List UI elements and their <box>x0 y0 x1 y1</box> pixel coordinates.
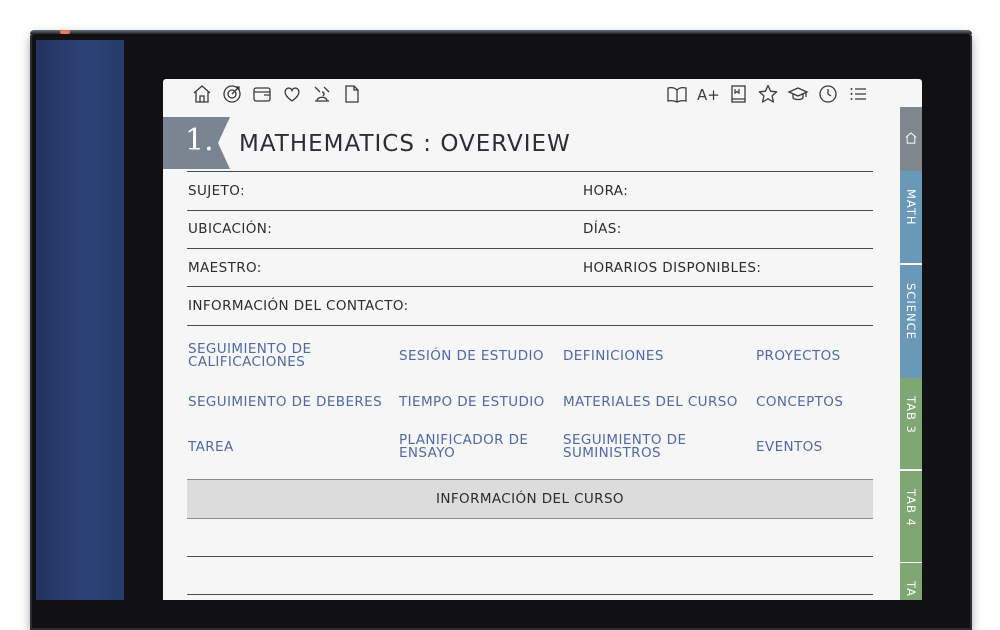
list-icon[interactable] <box>847 83 869 105</box>
link-essay-planner[interactable]: PLANIFICADOR DE ENSAYO <box>399 432 529 461</box>
tab-3[interactable]: TAB 3 <box>900 378 922 469</box>
fitness-icon[interactable] <box>311 83 333 105</box>
link-homework[interactable]: TAREA <box>188 439 234 455</box>
star-icon[interactable] <box>757 83 779 105</box>
graduation-cap-icon[interactable] <box>787 83 809 105</box>
notebook-icon[interactable] <box>727 83 749 105</box>
link-concepts[interactable]: CONCEPTOS <box>756 394 844 410</box>
side-tabs <box>900 107 922 600</box>
link-study-time[interactable]: TIEMPO DE ESTUDIO <box>399 394 545 410</box>
page-header <box>163 117 883 173</box>
status-led <box>60 30 70 34</box>
divider <box>187 248 873 249</box>
page-title: MATHEMATICS : OVERVIEW <box>239 131 571 157</box>
link-supplies-tracker[interactable]: SEGUIMIENTO DE SUMINISTROS <box>563 432 687 461</box>
link-events[interactable]: EVENTOS <box>756 439 823 455</box>
heart-icon[interactable] <box>281 83 303 105</box>
tablet-top-edge <box>30 30 972 34</box>
clock-icon[interactable] <box>817 83 839 105</box>
divider <box>187 210 873 211</box>
tab-home[interactable] <box>900 107 922 171</box>
tab-4[interactable]: TAB 4 <box>900 470 922 562</box>
subject-field-label: SUJETO: <box>188 183 245 199</box>
link-definitions[interactable]: DEFINICIONES <box>563 348 664 364</box>
divider <box>187 286 873 287</box>
tab-5[interactable]: TA <box>900 562 922 600</box>
font-size-label: A+ <box>697 86 720 104</box>
days-field-label: DÍAS: <box>583 221 622 237</box>
cover-strip <box>36 40 124 600</box>
font-size-icon[interactable] <box>695 83 721 105</box>
page-icon[interactable] <box>341 83 363 105</box>
course-info-title: INFORMACIÓN DEL CURSO <box>436 491 624 507</box>
availability-field-label: HORARIOS DISPONIBLES: <box>583 260 762 276</box>
divider <box>187 171 873 172</box>
home-icon[interactable] <box>191 83 213 105</box>
tab-science[interactable]: SCIENCE <box>900 264 922 378</box>
tab-math[interactable]: MATH <box>900 171 922 263</box>
planner-screen <box>163 79 922 600</box>
link-homework-tracker[interactable]: SEGUIMIENTO DE DEBERES <box>188 394 383 410</box>
book-icon[interactable] <box>666 83 688 105</box>
link-projects[interactable]: PROYECTOS <box>756 348 841 364</box>
link-study-session[interactable]: SESIÓN DE ESTUDIO <box>399 348 544 364</box>
link-grade-tracker[interactable]: SEGUIMIENTO DE CALIFICACIONES <box>188 341 312 370</box>
teacher-field-label: MAESTRO: <box>188 260 262 276</box>
page-number: 1. <box>185 123 214 158</box>
writing-line[interactable] <box>187 594 873 595</box>
top-toolbar <box>163 79 922 109</box>
course-info-header <box>187 479 873 519</box>
writing-line[interactable] <box>187 556 873 557</box>
home-icon <box>904 131 918 145</box>
link-course-materials[interactable]: MATERIALES DEL CURSO <box>563 394 738 410</box>
contact-field-label: INFORMACIÓN DEL CONTACTO: <box>188 298 409 314</box>
location-field-label: UBICACIÓN: <box>188 221 273 237</box>
divider <box>187 325 873 326</box>
time-field-label: HORA: <box>583 183 629 199</box>
target-icon[interactable] <box>221 83 243 105</box>
wallet-icon[interactable] <box>251 83 273 105</box>
